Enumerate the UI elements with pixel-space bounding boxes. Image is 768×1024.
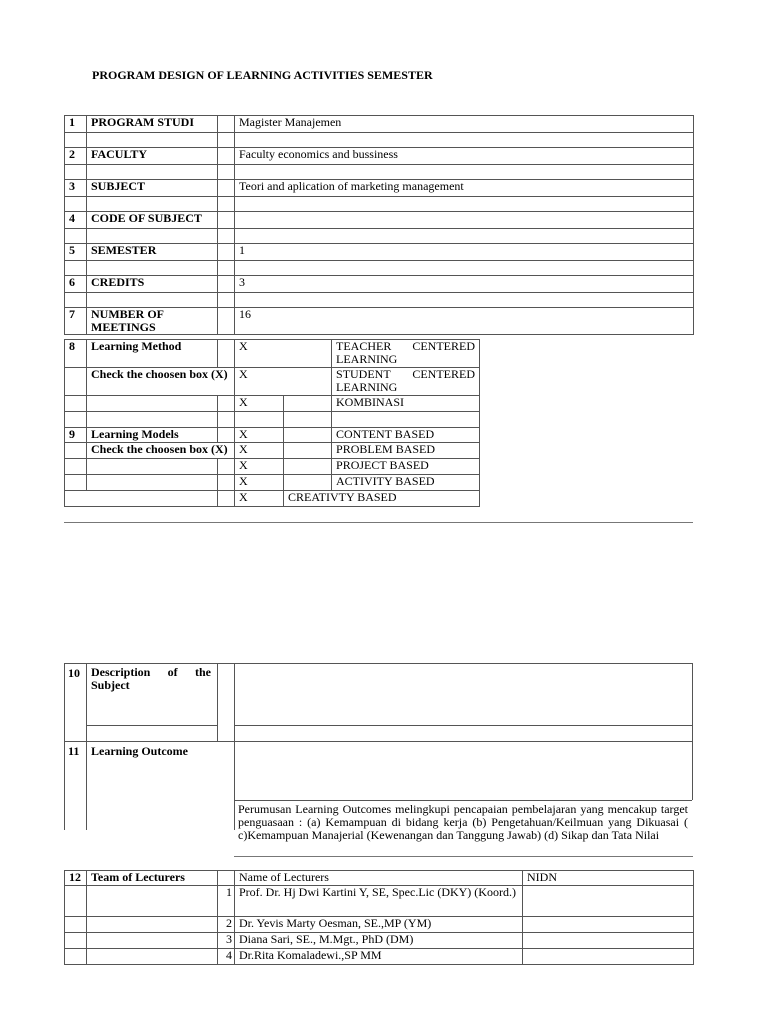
spacer-row (65, 229, 694, 244)
field-value: 16 (235, 308, 694, 335)
option-activity-based: ACTIVITY BASED (332, 475, 480, 491)
lecturer-index: 3 (218, 933, 235, 949)
field-label: SUBJECT (87, 180, 218, 197)
field-value (235, 212, 694, 229)
lecturer-name: Diana Sari, SE., M.Mgt., PhD (DM) (235, 933, 523, 949)
option-creativity-based: CREATIVTY BASED (284, 491, 480, 507)
lecturer-index: 1 (218, 886, 235, 917)
field-label: PROGRAM STUDI (87, 116, 218, 133)
description-outcome-block (64, 663, 693, 842)
lecturer-index: 2 (218, 917, 235, 933)
lecturer-index: 4 (218, 949, 235, 965)
checkbox-mark[interactable]: X (235, 396, 284, 412)
table-row (65, 116, 694, 133)
check-box-instruction: Check the choosen box (X) (87, 368, 235, 396)
checkbox-mark[interactable]: X (235, 443, 284, 459)
field-label: NUMBER OF MEETINGS (87, 308, 218, 335)
option-kombinasi: KOMBINASI (332, 396, 480, 412)
team-of-lecturers-label: Team of Lecturers (87, 871, 218, 886)
item-number: 7 (65, 308, 87, 335)
table-row (65, 308, 694, 335)
option-problem-based: PROBLEM BASED (332, 443, 480, 459)
table-row (65, 244, 694, 261)
option-teacher-centered: TEACHER CENTERED LEARNING (332, 340, 480, 368)
field-value: Magister Manajemen (235, 116, 694, 133)
document-title: PROGRAM DESIGN OF LEARNING ACTIVITIES SEMESTER (92, 68, 433, 82)
name-column-header: Name of Lecturers (235, 871, 523, 886)
field-label: SEMESTER (87, 244, 218, 261)
lecturer-nidn (523, 886, 694, 917)
field-value: Faculty economics and bussiness (235, 148, 694, 165)
description-label: Description of the Subject (91, 665, 211, 692)
item-number: 11 (68, 744, 80, 758)
check-box-instruction: Check the choosen box (X) (87, 443, 235, 459)
checkbox-mark[interactable]: X (235, 340, 332, 368)
table-row (65, 212, 694, 229)
lecturer-nidn (523, 917, 694, 933)
option-student-centered: STUDENT CENTERED LEARNING (332, 368, 480, 396)
checkbox-mark[interactable]: X (235, 459, 284, 475)
item-number: 8 (65, 340, 87, 368)
lecturer-name: Dr. Yevis Marty Oesman, SE.,MP (YM) (235, 917, 523, 933)
item-number: 10 (68, 666, 80, 680)
item-number: 3 (65, 180, 87, 197)
checkbox-mark[interactable]: X (235, 475, 284, 491)
spacer-row (65, 293, 694, 308)
lecturer-row (65, 917, 694, 933)
spacer-row (65, 261, 694, 276)
checkbox-mark[interactable]: X (235, 491, 284, 507)
item-number: 9 (65, 428, 87, 443)
field-label: CREDITS (87, 276, 218, 293)
spacer-row (65, 133, 694, 148)
field-label: CODE OF SUBJECT (87, 212, 218, 229)
lecturer-row (65, 949, 694, 965)
lecturer-row (65, 886, 694, 917)
section-divider (64, 522, 693, 523)
nidn-column-header: NIDN (523, 871, 694, 886)
option-content-based: CONTENT BASED (332, 428, 480, 443)
table-row (65, 180, 694, 197)
checkbox-mark[interactable]: X (235, 368, 332, 396)
learning-method-label: Learning Method (87, 340, 218, 368)
field-value: 3 (235, 276, 694, 293)
table-row (65, 148, 694, 165)
spacer-row (65, 197, 694, 212)
item-number: 4 (65, 212, 87, 229)
lecturer-nidn (523, 933, 694, 949)
lecturer-row (65, 933, 694, 949)
item-number: 2 (65, 148, 87, 165)
lecturer-name: Dr.Rita Komaladewi.,SP MM (235, 949, 523, 965)
program-info-table (64, 115, 694, 335)
field-label: FACULTY (87, 148, 218, 165)
lecturer-name: Prof. Dr. Hj Dwi Kartini Y, SE, Spec.Lic (DKY) (Koord.) (235, 886, 523, 917)
learning-outcome-text: Perumusan Learning Outcomes melingkupi pencapaian pembelajaran yang mencakup target penguasaan : (a) Kemampuan di bidang kerja (b) Pengetahuan/Keilmuan yang Dikuasai ( c)Kemampuan Manajerial (Kewenangan dan Tanggung Jawab) (d) Sikap dan Tata Nilai (238, 802, 688, 842)
learning-models-label: Learning Models (87, 428, 218, 443)
field-value: Teori and aplication of marketing management (235, 180, 694, 197)
item-number: 1 (65, 116, 87, 133)
item-number: 5 (65, 244, 87, 261)
field-value: 1 (235, 244, 694, 261)
lecturer-nidn (523, 949, 694, 965)
lecturers-table (64, 870, 694, 965)
table-row (65, 276, 694, 293)
section-divider (234, 856, 693, 857)
option-project-based: PROJECT BASED (332, 459, 480, 475)
learning-method-table (64, 339, 480, 507)
checkbox-mark[interactable]: X (235, 428, 284, 443)
learning-outcome-label: Learning Outcome (91, 744, 188, 758)
spacer-row (65, 165, 694, 180)
item-number: 6 (65, 276, 87, 293)
item-number: 12 (65, 871, 87, 886)
